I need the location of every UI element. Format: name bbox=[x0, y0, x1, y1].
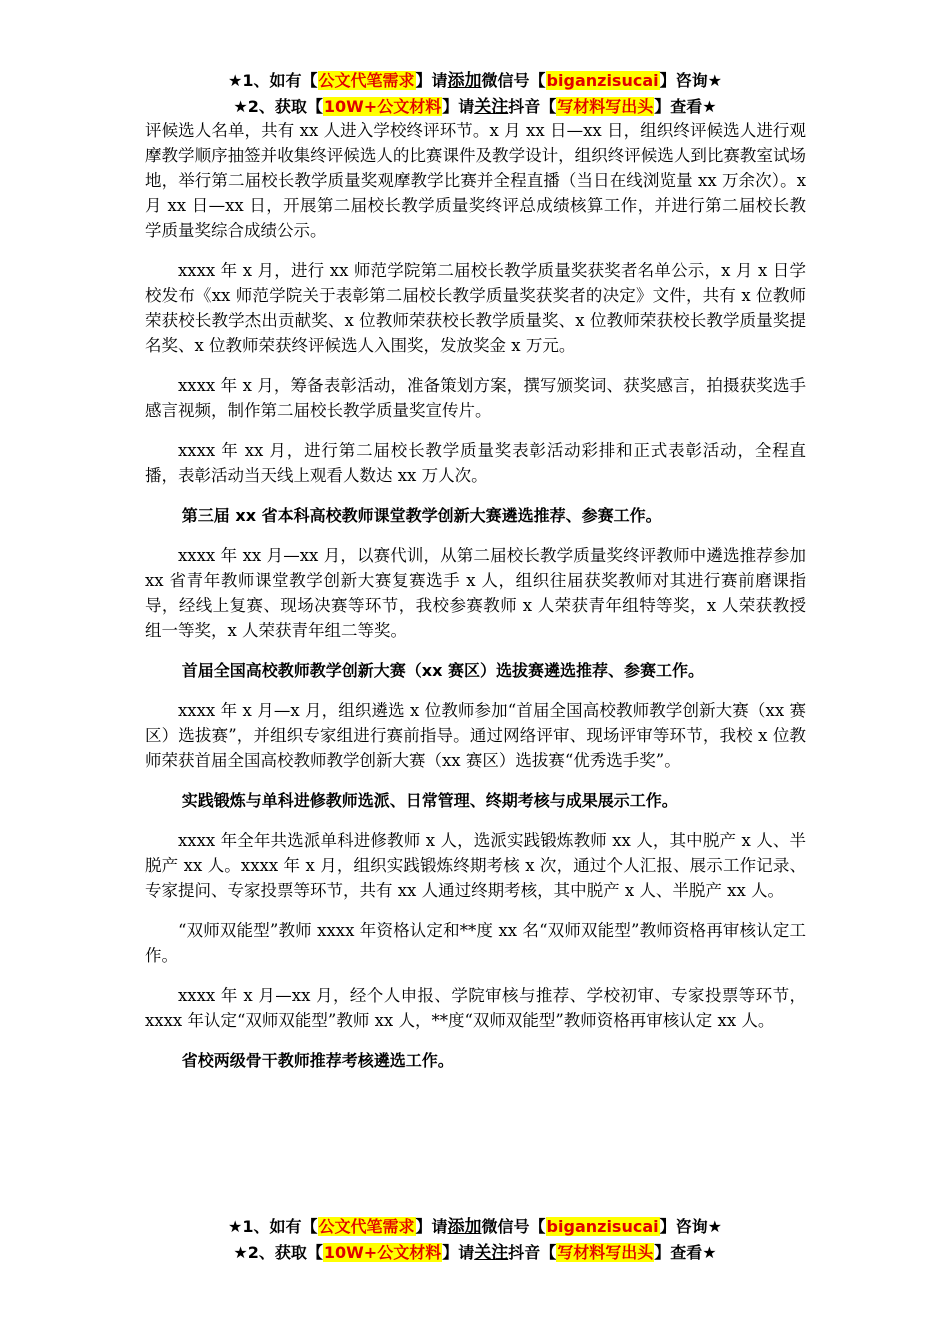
header-banner bbox=[0, 68, 950, 120]
paragraph: xxxx 年全年共选派单科进修教师 x 人，选派实践锻炼教师 xx 人，其中脱产 x 人、半脱产 xx 人。xxxx 年 x 月，组织实践锻炼终期考核 x 次，通过个人汇报、展示工作记录、专家提问、专家投票等环节，共有 xx 人通过终期考核，其中脱产 x 人、半脱产 xx 人。 bbox=[145, 831, 806, 900]
banner-line-1 bbox=[0, 68, 950, 94]
banner-text: 】请 bbox=[442, 1243, 475, 1262]
underlined-text: 关注 bbox=[474, 1243, 509, 1263]
paragraph: “双师双能型”教师 xxxx 年资格认定和**度 xx 名“双师双能型”教师资格再审核认定工作。 bbox=[145, 921, 806, 965]
banner-text: 】咨询★ bbox=[659, 71, 722, 90]
banner-text: ★2、获取【 bbox=[233, 1243, 323, 1262]
paragraph: 评候选人名单，共有 xx 人进入学校终评环节。x 月 xx 日—xx 日，组织终评候选人进行观摩教学顺序抽签并收集终评候选人的比赛课件及教学设计，组织终评候选人到比赛教室试场地，举行第二届校长教学质量奖观摩教学比赛并全程直播（当日在线浏览量 xx 万余次）。x 月 xx 日—xx 日，开展第二届校长教学质量奖终评总成绩核算工作，并进行第二届校长教学质量奖综合成绩公示。 bbox=[145, 121, 806, 240]
section-heading: 省校两级骨干教师推荐考核遴选工作。 bbox=[181, 1051, 454, 1070]
highlight-wechat-id: biganzisucai bbox=[546, 71, 659, 90]
banner-line-2 bbox=[0, 1240, 950, 1266]
banner-text: 微信号【 bbox=[481, 1217, 546, 1236]
underlined-text: 添加 bbox=[447, 1217, 482, 1237]
paragraph: xxxx 年 xx 月—xx 月，以赛代训，从第二届校长教学质量奖终评教师中遴选推荐参加 xx 省青年教师课堂教学创新大赛复赛选手 x 人，组织往届获奖教师对其进行赛前磨课指导，经线上复赛、现场决赛等环节，我校参赛教师 x 人荣获青年组特等奖，x 人荣获教授组一等奖，x 人荣获青年组二等奖。 bbox=[145, 546, 806, 640]
section-heading: 首届全国高校教师教学创新大赛（xx 赛区）选拔赛遴选推荐、参赛工作。 bbox=[181, 661, 705, 680]
banner-text: ★1、如有【 bbox=[228, 71, 318, 90]
banner-text: 】咨询★ bbox=[659, 1217, 722, 1236]
section-heading: 实践锻炼与单科进修教师选派、日常管理、终期考核与成果展示工作。 bbox=[181, 791, 678, 810]
highlight-materials: 10W+公文材料 bbox=[323, 97, 442, 116]
banner-text: 抖音【 bbox=[508, 97, 557, 116]
banner-line-1 bbox=[0, 1214, 950, 1240]
banner-text: 微信号【 bbox=[481, 71, 546, 90]
underlined-text: 添加 bbox=[447, 71, 482, 91]
banner-line-2 bbox=[0, 94, 950, 120]
section-heading: 第三届 xx 省本科高校教师课堂教学创新大赛遴选推荐、参赛工作。 bbox=[181, 506, 662, 525]
banner-text: 】请 bbox=[415, 1217, 448, 1236]
paragraph: xxxx 年 x 月—x 月，组织遴选 x 位教师参加“首届全国高校教师教学创新大赛（xx 赛区）选拔赛”，并组织专家组进行赛前指导。通过网络评审、现场评审等环节，我校 x 位教师荣获首届全国高校教师教学创新大赛（xx 赛区）选拔赛“优秀选手奖”。 bbox=[145, 701, 806, 770]
underlined-text: 关注 bbox=[474, 97, 509, 117]
paragraph: xxxx 年 x 月，筹备表彰活动，准备策划方案，撰写颁奖词、获奖感言，拍摄获奖选手感言视频，制作第二届校长教学质量奖宣传片。 bbox=[145, 376, 806, 420]
highlight-wechat-id: biganzisucai bbox=[546, 1217, 659, 1236]
highlight-douyin-id: 写材料写出头 bbox=[557, 97, 654, 116]
paragraph: xxxx 年 x 月—xx 月，经个人申报、学院审核与推荐、学校初审、专家投票等环节，xxxx 年认定“双师双能型”教师 xx 人，**度“双师双能型”教师资格再审核认定 xx 人。 bbox=[145, 986, 806, 1030]
highlight-service: 公文代笔需求 bbox=[318, 71, 415, 90]
highlight-service: 公文代笔需求 bbox=[318, 1217, 415, 1236]
paragraph: xxxx 年 xx 月，进行第二届校长教学质量奖表彰活动彩排和正式表彰活动，全程直播，表彰活动当天线上观看人数达 xx 万人次。 bbox=[145, 441, 806, 485]
banner-text: 】查看★ bbox=[654, 1243, 717, 1262]
paragraph: xxxx 年 x 月，进行 xx 师范学院第二届校长教学质量奖获奖者名单公示，x 月 x 日学校发布《xx 师范学院关于表彰第二届校长教学质量奖获奖者的决定》文件，共有 x 位教师荣获校长教学杰出贡献奖、x 位教师荣获校长教学质量奖、x 位教师荣获校长教学质量奖提名奖、x 位教师荣获终评候选人入围奖，发放奖金 x 万元。 bbox=[145, 261, 806, 355]
highlight-douyin-id: 写材料写出头 bbox=[557, 1243, 654, 1262]
banner-text: 】查看★ bbox=[654, 97, 717, 116]
banner-text: 】请 bbox=[442, 97, 475, 116]
banner-text: 】请 bbox=[415, 71, 448, 90]
footer-banner bbox=[0, 1214, 950, 1266]
banner-text: ★1、如有【 bbox=[228, 1217, 318, 1236]
banner-text: 抖音【 bbox=[508, 1243, 557, 1262]
banner-text: ★2、获取【 bbox=[233, 97, 323, 116]
document-body bbox=[145, 118, 806, 1088]
highlight-materials: 10W+公文材料 bbox=[323, 1243, 442, 1262]
